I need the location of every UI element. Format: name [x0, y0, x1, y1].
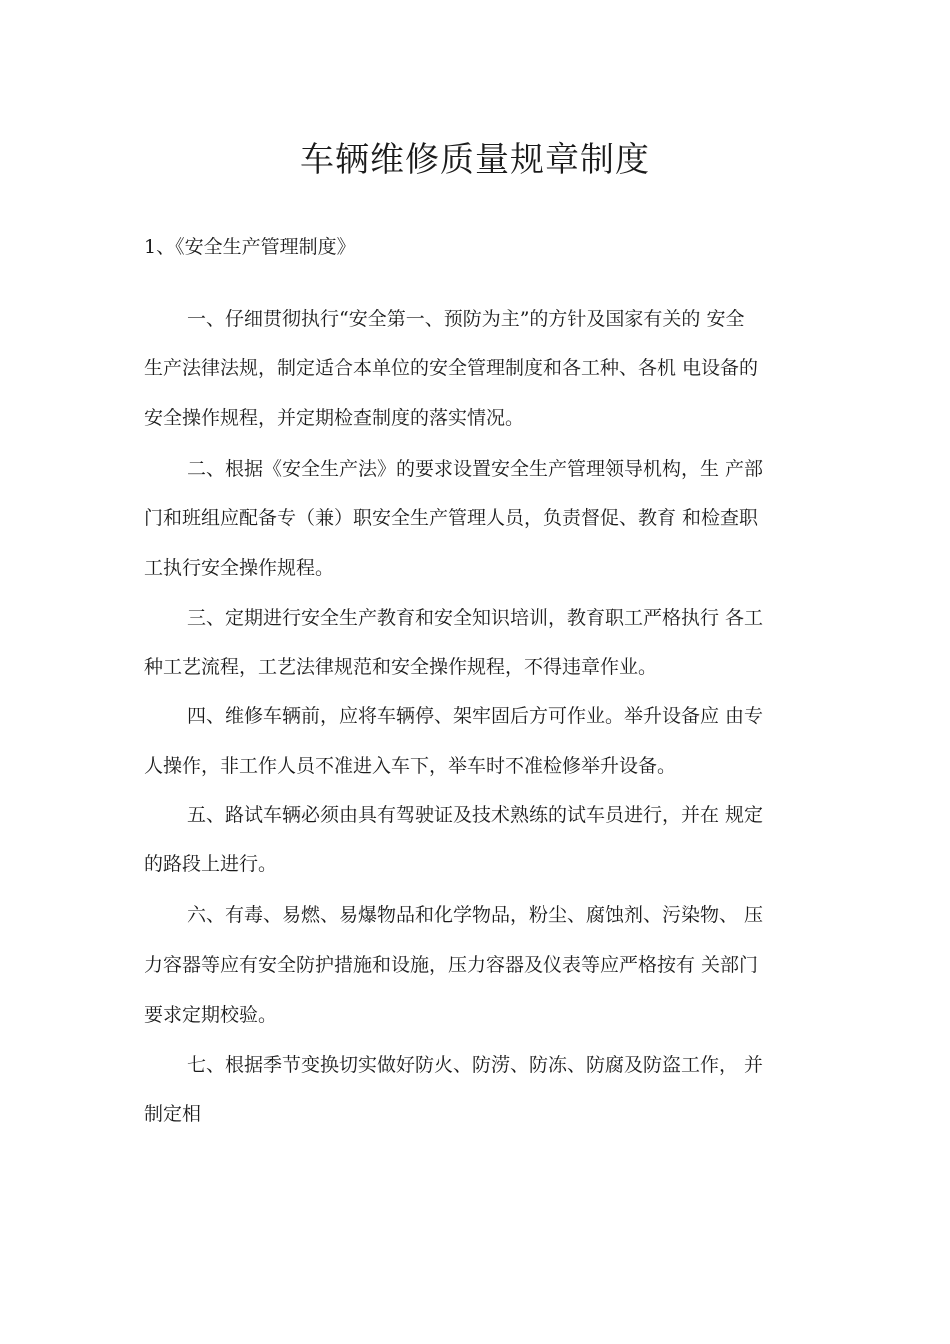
paragraph-line: 力容器等应有安全防护措施和设施，压力容器及仪表等应严格按有 关部门: [144, 954, 759, 976]
paragraph-line: 制定相: [144, 1103, 202, 1125]
paragraph-line: 安全操作规程，并定期检查制度的落实情况。: [144, 407, 525, 429]
paragraph-line: 一、仔细贯彻执行“安全第一、预防为主”的方针及国家有关的 安全: [187, 308, 745, 330]
paragraph-line: 种工艺流程，工艺法律规范和安全操作规程，不得违章作业。: [144, 656, 658, 678]
paragraph-line: 门和班组应配备专（兼）职安全生产管理人员，负责督促、教育 和检查职: [144, 507, 759, 529]
paragraph-line: 人操作，非工作人员不准进入车下，举车时不准检修举升设备。: [144, 755, 677, 777]
paragraph-line: 生产法律法规，制定适合本单位的安全管理制度和各工种、各机 电设备的: [144, 357, 759, 379]
paragraph-line: 四、维修车辆前，应将车辆停、架牢固后方可作业。举升设备应 由专: [187, 705, 764, 727]
document-title: 车辆维修质量规章制度: [300, 140, 650, 180]
paragraph-line: 七、根据季节变换切实做好防火、防涝、防冻、防腐及防盗工作， 并: [187, 1054, 764, 1076]
paragraph-line: 的路段上进行。: [144, 853, 278, 875]
section-heading: 1、《安全生产管理制度》: [144, 236, 356, 258]
paragraph-line: 二、根据《安全生产法》的要求设置安全生产管理领导机构，生 产部: [187, 458, 764, 480]
paragraph-line: 三、定期进行安全生产教育和安全知识培训，教育职工严格执行 各工: [187, 607, 764, 629]
paragraph-line: 五、路试车辆必须由具有驾驶证及技术熟练的试车员进行，并在 规定: [187, 804, 764, 826]
paragraph-line: 六、有毒、易燃、易爆物品和化学物品，粉尘、腐蚀剂、污染物、 压: [187, 904, 764, 926]
paragraph-line: 要求定期校验。: [144, 1004, 278, 1026]
paragraph-line: 工执行安全操作规程。: [144, 557, 335, 579]
